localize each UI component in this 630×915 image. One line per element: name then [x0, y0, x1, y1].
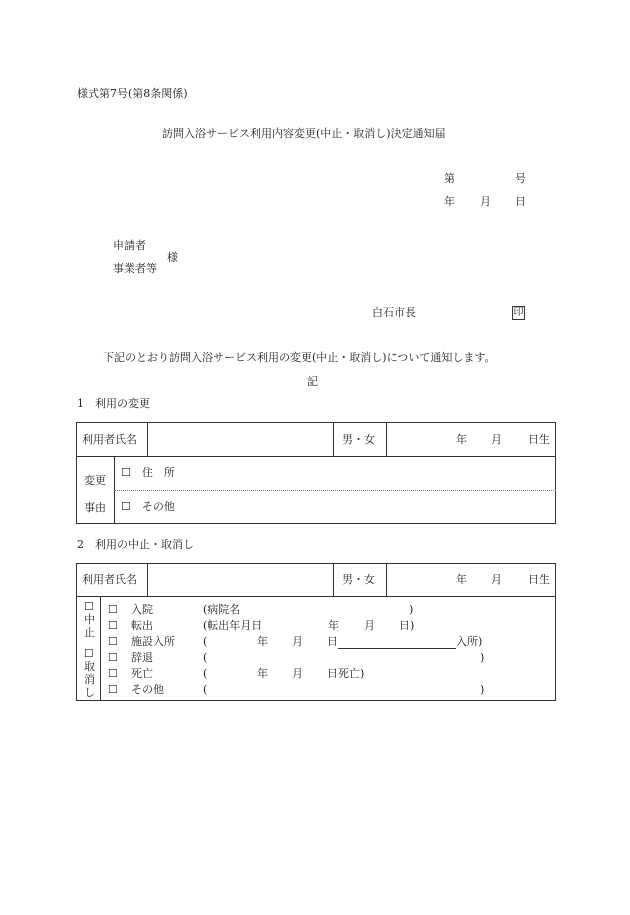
- item-hospital-close: ): [409, 603, 414, 616]
- section1-reason-label-1: 変更: [84, 474, 106, 487]
- form-number: 様式第7号(第8条関係): [77, 87, 188, 100]
- item-moveout-checkbox[interactable]: ☐: [108, 619, 118, 632]
- section1-birth-day: 日生: [528, 433, 550, 446]
- item-decline-label: 辞退: [131, 651, 153, 664]
- seal-mark: 印: [513, 307, 524, 318]
- item-death-day: 日死亡): [327, 667, 365, 680]
- addressee-honorific: 様: [167, 251, 178, 264]
- item-facility-detail: (: [203, 635, 208, 648]
- addressee-business: 事業者等: [113, 262, 157, 275]
- side-cancel-checkbox[interactable]: ☐: [84, 647, 94, 660]
- item-other-label: その他: [131, 683, 164, 696]
- section2-birth-day: 日生: [528, 573, 550, 586]
- item-moveout-label: 転出: [131, 619, 153, 632]
- item-hospital-detail: (病院名: [203, 603, 241, 616]
- section2-birth-year: 年: [456, 573, 467, 586]
- section1-option-other[interactable]: ☐ その他: [121, 500, 175, 513]
- item-other-checkbox[interactable]: ☐: [108, 683, 118, 696]
- date-year: 年: [444, 195, 455, 208]
- section1-reason-label-2: 事由: [84, 501, 106, 514]
- ki-label: 記: [307, 375, 318, 388]
- item-other-close: ): [480, 683, 485, 696]
- section1-gender: 男・女: [342, 433, 375, 446]
- item-moveout-year: 年: [328, 619, 339, 632]
- section2-heading: 2 利用の中止・取消し: [77, 538, 194, 551]
- section2-gender: 男・女: [342, 573, 375, 586]
- side-stop-char1: 中: [84, 613, 95, 626]
- item-death-label: 死亡: [131, 667, 153, 680]
- section1-birth-year: 年: [456, 433, 467, 446]
- side-cancel-char3: し: [84, 686, 95, 699]
- side-stop-char2: 止: [84, 626, 95, 639]
- section1-heading: 1 利用の変更: [77, 397, 150, 410]
- section1-birth-month: 月: [491, 433, 502, 446]
- number-dai: 第: [444, 172, 455, 185]
- item-other-detail: (: [203, 683, 208, 696]
- date-month: 月: [480, 195, 491, 208]
- item-facility-month: 月: [292, 635, 303, 648]
- item-facility-checkbox[interactable]: ☐: [108, 635, 118, 648]
- item-facility-tail: 入所): [456, 635, 483, 648]
- item-moveout-month: 月: [364, 619, 375, 632]
- section2-name-label: 利用者氏名: [82, 573, 137, 586]
- number-go: 号: [515, 172, 526, 185]
- item-facility-year: 年: [257, 635, 268, 648]
- item-facility-label: 施設入所: [131, 635, 175, 648]
- item-decline-close: ): [480, 651, 485, 664]
- issuer-name: 白石市長: [372, 306, 416, 319]
- intro-text: 下記のとおり訪問入浴サービス利用の変更(中止・取消し)について通知します。: [103, 351, 496, 364]
- form-title: 訪問入浴サービス利用内容変更(中止・取消し)決定通知届: [162, 127, 446, 140]
- side-cancel-char1: 取: [84, 660, 95, 673]
- section2-birth-month: 月: [491, 573, 502, 586]
- item-death-checkbox[interactable]: ☐: [108, 667, 118, 680]
- item-hospital-label: 入院: [131, 603, 153, 616]
- item-hospital-checkbox[interactable]: ☐: [108, 603, 118, 616]
- date-day: 日: [515, 195, 526, 208]
- item-death-detail: (: [203, 667, 208, 680]
- side-stop-checkbox[interactable]: ☐: [84, 600, 94, 613]
- section2-table: [76, 563, 556, 701]
- item-death-year: 年: [257, 667, 268, 680]
- addressee-applicant: 申請者: [113, 239, 146, 252]
- item-facility-day: 日: [327, 635, 338, 648]
- item-decline-checkbox[interactable]: ☐: [108, 651, 118, 664]
- section1-option-address[interactable]: ☐ 住 所: [121, 466, 175, 479]
- side-cancel-char2: 消: [84, 673, 95, 686]
- item-decline-detail: (: [203, 651, 208, 664]
- item-moveout-detail: (転出年月日: [203, 619, 263, 632]
- item-death-month: 月: [292, 667, 303, 680]
- item-moveout-day: 日): [399, 619, 415, 632]
- section1-name-label: 利用者氏名: [82, 433, 137, 446]
